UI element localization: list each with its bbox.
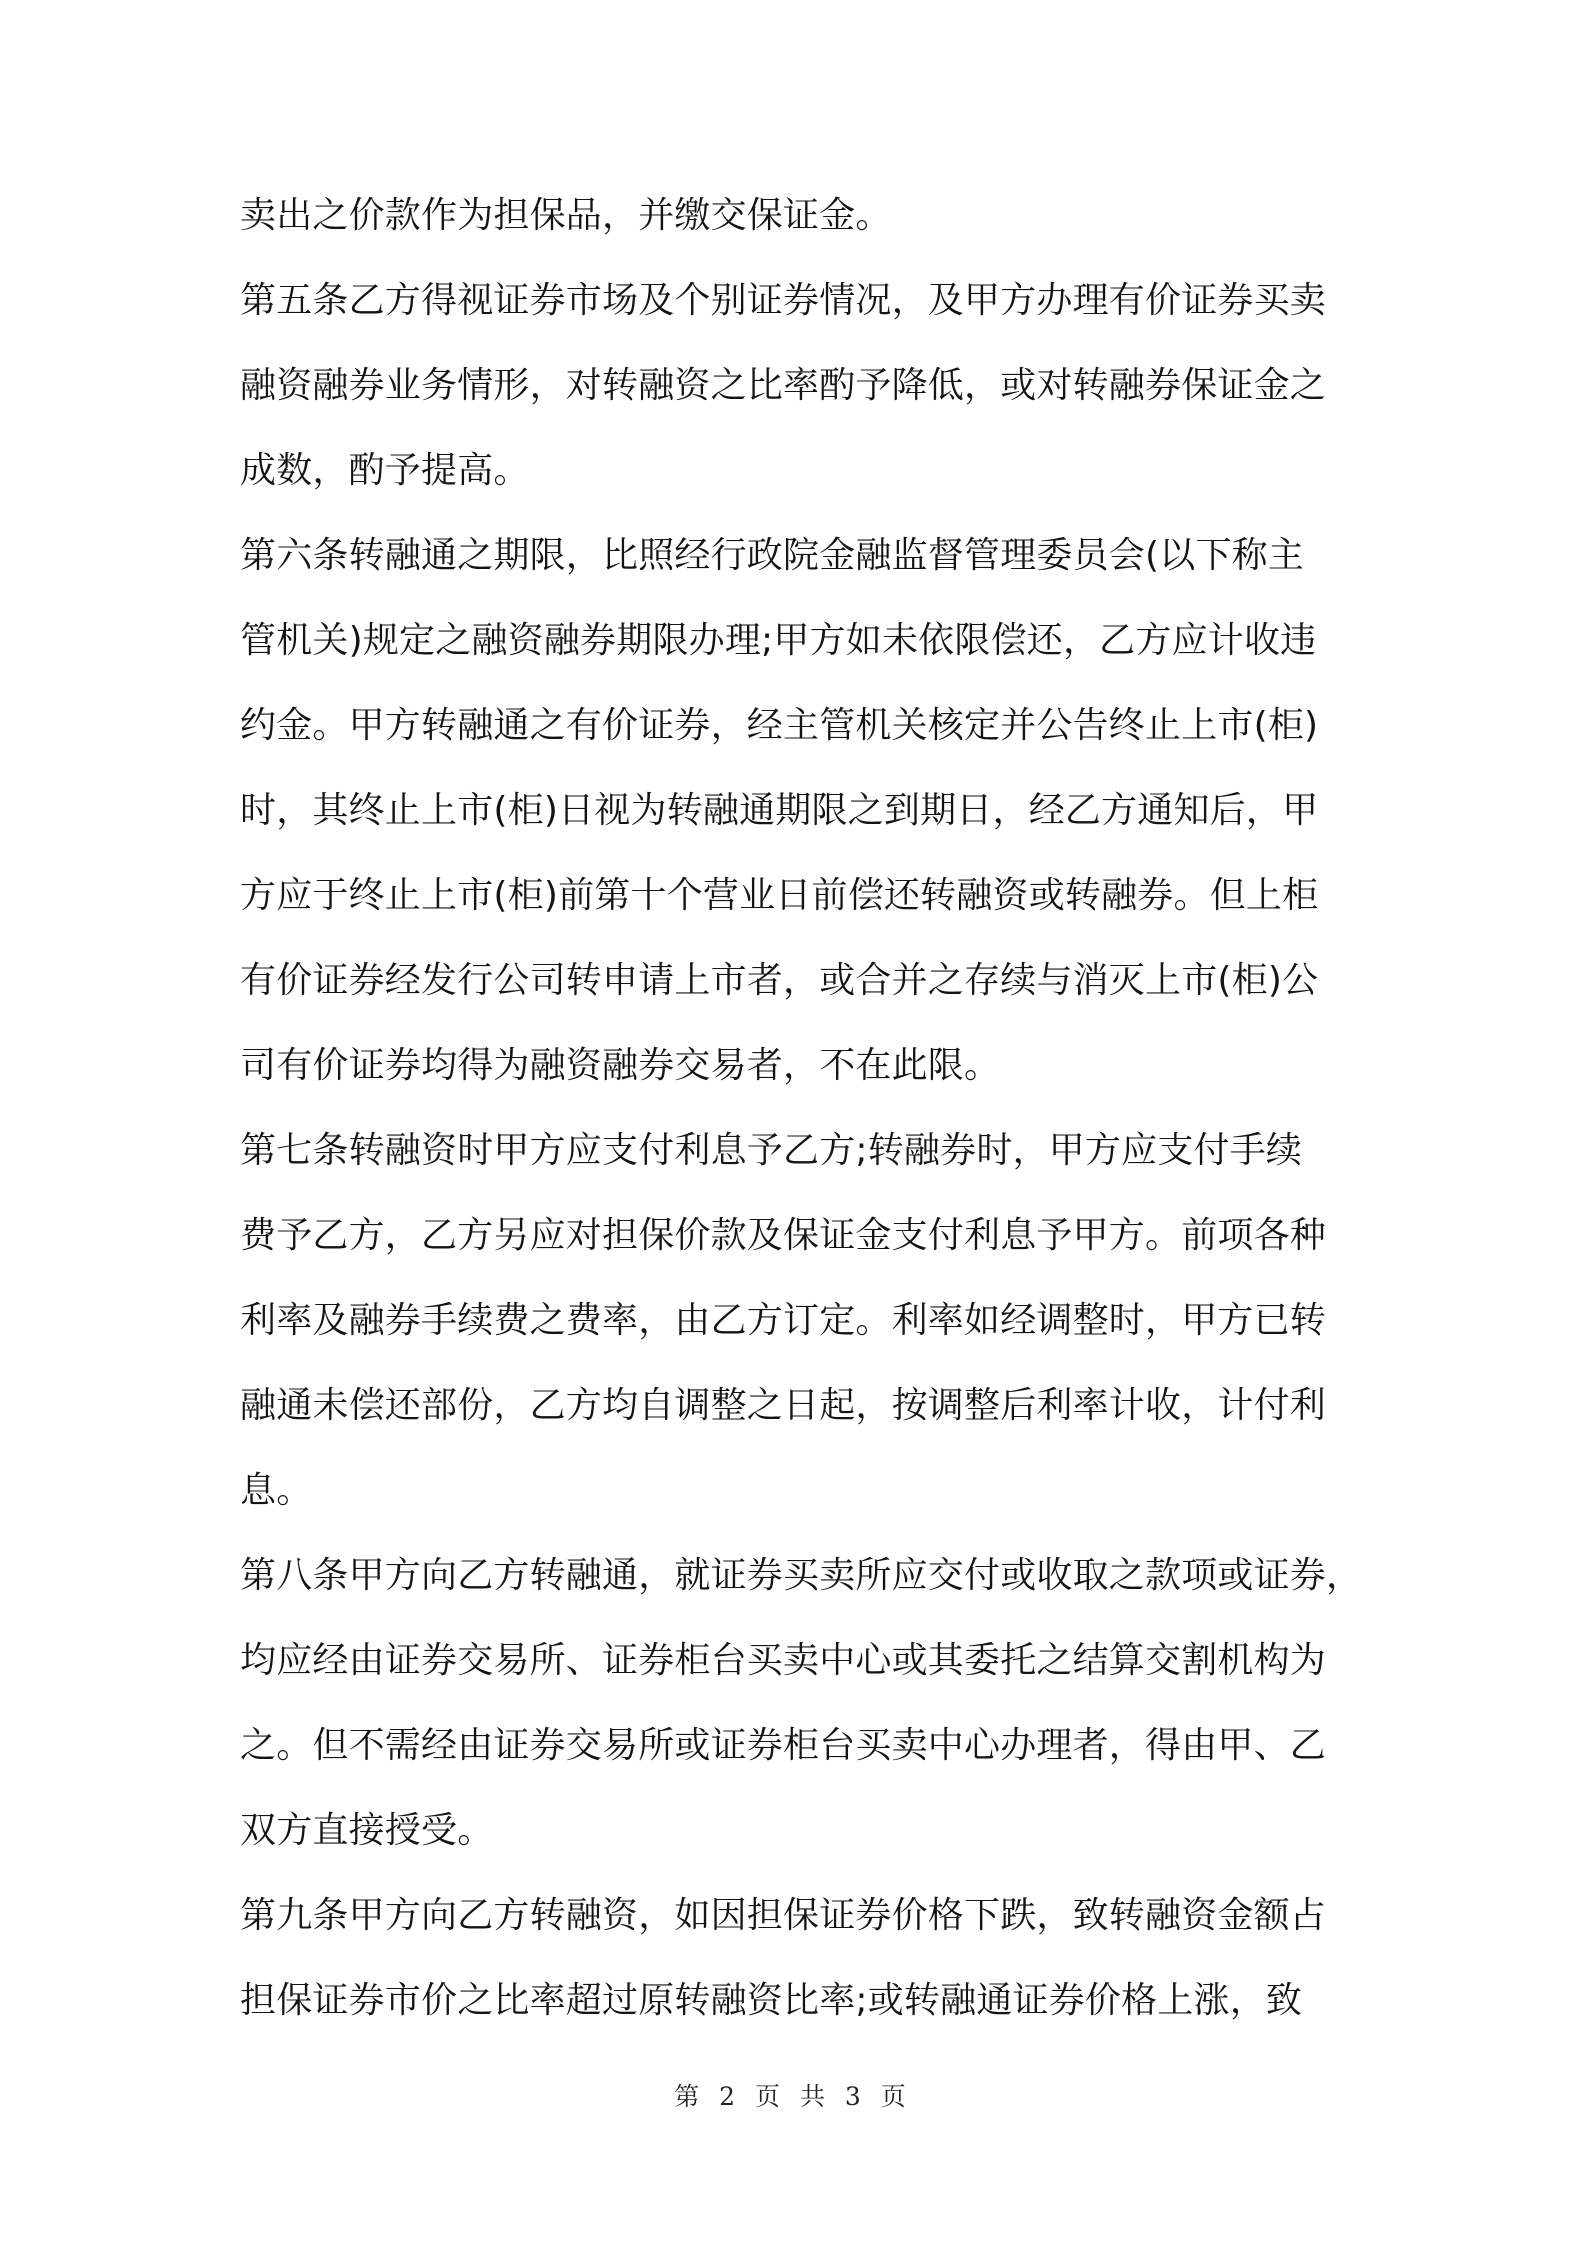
- text-line: 第六条转融通之期限，比照经行政院金融监督管理委员会(以下称主: [240, 535, 1305, 576]
- text-line: 第五条乙方得视证券市场及个别证券情况，及甲方办理有价证券买卖: [240, 280, 1327, 321]
- text-line: 第九条甲方向乙方转融资，如因担保证券价格下跌，致转融资金额占: [240, 1895, 1327, 1936]
- text-line: 时，其终止上市(柜)日视为转融通期限之到期日，经乙方通知后，甲: [240, 790, 1319, 831]
- text-line: 卖出之价款作为担保品，并缴交保证金。: [240, 195, 892, 236]
- text-line: 司有价证券均得为融资融券交易者，不在此限。: [240, 1045, 1001, 1086]
- text-line: 方应于终止上市(柜)前第十个营业日前偿还转融资或转融券。但上柜: [240, 875, 1319, 916]
- text-line: 第七条转融资时甲方应支付利息予乙方;转融券时，甲方应支付手续: [240, 1130, 1303, 1171]
- text-line: 双方直接授受。: [240, 1810, 494, 1851]
- text-line: 息。: [240, 1470, 313, 1511]
- page-number-footer: 第 2 页 共 3 页: [674, 2082, 912, 2111]
- text-line: 均应经由证券交易所、证券柜台买卖中心或其委托之结算交割机构为: [240, 1640, 1327, 1681]
- text-line: 成数，酌予提高。: [240, 450, 530, 491]
- text-line: 利率及融券手续费之费率，由乙方订定。利率如经调整时，甲方已转: [240, 1300, 1327, 1341]
- text-line: 融资融券业务情形，对转融资之比率酌予降低，或对转融券保证金之: [240, 365, 1327, 406]
- text-line: 融通未偿还部份，乙方均自调整之日起，按调整后利率计收，计付利: [240, 1385, 1327, 1426]
- text-line: 管机关)规定之融资融券期限办理;甲方如未依限偿还，乙方应计收违: [240, 620, 1317, 661]
- text-line: 担保证券市价之比率超过原转融资比率;或转融通证券价格上涨，致: [240, 1980, 1303, 2021]
- text-line: 有价证券经发行公司转申请上市者，或合并之存续与消灭上市(柜)公: [240, 960, 1319, 1001]
- text-line: 费予乙方，乙方另应对担保价款及保证金支付利息予甲方。前项各种: [240, 1215, 1327, 1256]
- text-line: 约金。甲方转融通之有价证券，经主管机关核定并公告终止上市(柜): [240, 705, 1319, 746]
- text-line: 第八条甲方向乙方转融通，就证券买卖所应交付或收取之款项或证券，: [240, 1555, 1363, 1596]
- text-line: 之。但不需经由证券交易所或证券柜台买卖中心办理者，得由甲、乙: [240, 1725, 1327, 1766]
